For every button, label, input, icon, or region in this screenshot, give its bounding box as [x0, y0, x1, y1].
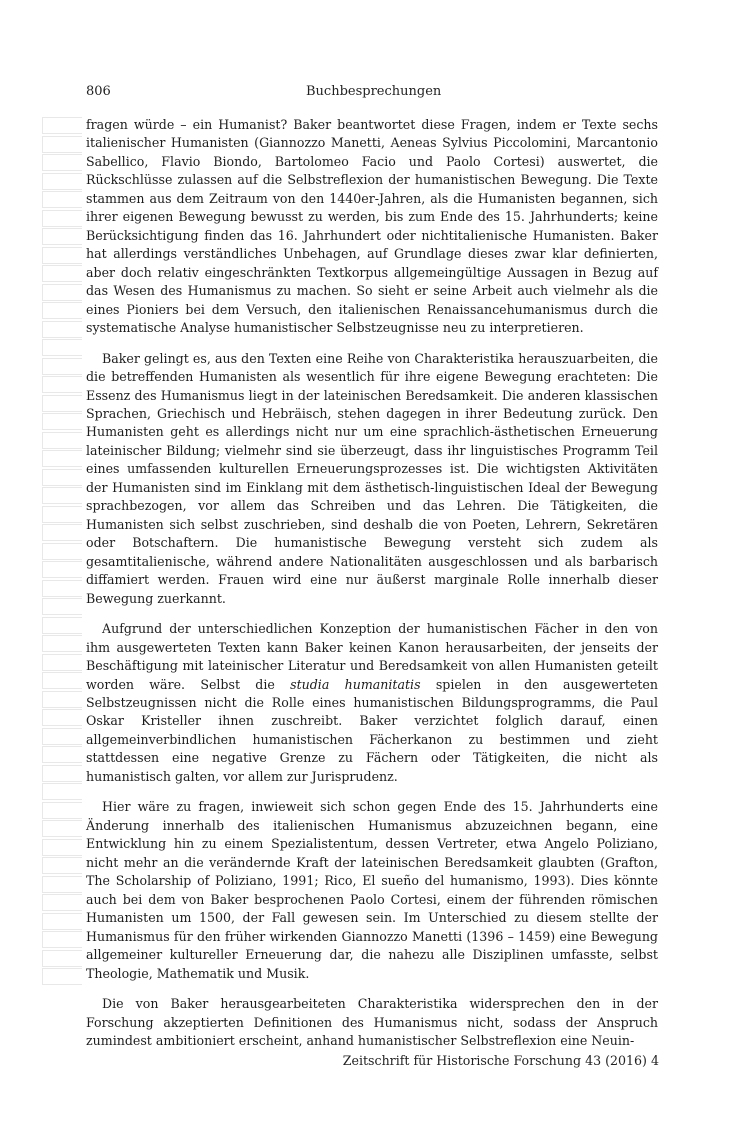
margin-line-marker: [42, 247, 82, 264]
margin-line-marker: [42, 154, 82, 171]
margin-line-marker: [42, 265, 82, 282]
paragraph-2: Baker gelingt es, aus den Texten eine Reihe von Charakteristika herauszuarbeiten, die die betreffenden Humanisten als wesentlich für ihre eigene Bewegung erachteten: Die Essenz des Humanismus liegt in der lateinischen Beredsamkeit. Die anderen klassischen Sprachen, Griechisch und Hebräisch, stehen dagegen in ihrer Bedeutung zurück. Den Humanisten geht es allerdings nicht nur um eine sprachlich-ästhetischen Erneuerung lateinischer Bildung; vielmehr sind sie überzeugt, dass ihr linguistisches Programm Teil eines umfassenden kulturellen Erneuerungsprozesses ist. Die wichtigsten Aktivitäten der Humanisten sind im Einklang mit dem ästhetisch-linguistischen Ideal der Bewegung sprachbezogen, vor allem das Schreiben und das Lehren. Die Tätigkeiten, die Humanisten sich selbst zuschrieben, sind deshalb die von Poeten, Lehrern, Sekretären oder Botschaftern. Die humanistische Bewegung versteht sich zudem als gesamtitalienische, während andere Nationalitäten ausgeschlossen und als barbarisch diffamiert werden. Frauen wird eine nur äußerst marginale Rolle innerhalb dieser Bewegung zuerkannt.: [86, 350, 658, 606]
margin-line-marker: [42, 432, 82, 449]
margin-line-marker: [42, 857, 82, 874]
margin-line-marker: [42, 746, 82, 763]
margin-line-marker: [42, 561, 82, 578]
margin-line-marker: [42, 376, 82, 393]
margin-line-marker: [42, 580, 82, 597]
margin-line-marker: [42, 802, 82, 819]
margin-line-marker: [42, 228, 82, 245]
margin-line-marker: [42, 820, 82, 837]
margin-line-marker: [42, 117, 82, 134]
margin-line-marker: [42, 950, 82, 967]
body-text: [86, 116, 658, 1063]
paragraph-1: fragen würde – ein Humanist? Baker beantwortet diese Fragen, indem er Texte sechs italienischer Humanisten (Giannozzo Manetti, Aeneas Sylvius Piccolomini, Marcantonio Sabellico, Flavio Biondo, Bartolomeo Facio und Paolo Cortesi) auswertet, die Rückschlüsse zulassen auf die Selbstreflexion der humanistischen Bewegung. Die Texte stammen aus dem Zeitraum von den 1440er-Jahren, als die Humanisten begannen, sich ihrer eigenen Bewegung bewusst zu werden, bis zum Ende des 15. Jahrhunderts; keine Berücksichtigung finden das 16. Jahrhundert oder nichtitalienische Humanisten. Baker hat allerdings verständliches Unbehagen, auf Grundlage dieses zwar klar definierten, aber doch relativ eingeschränkten Textkorpus allgemeingültige Aussagen in Bezug auf das Wesen des Humanismus zu machen. So sieht er seine Arbeit auch vielmehr als die eines Pioniers bei dem Versuch, den italienischen Renaissancehumanismus durch die systematische Analyse humanistischer Selbstzeugnisse neu zu interpretieren.: [86, 117, 658, 335]
margin-line-marker: [42, 543, 82, 560]
margin-line-marker: [42, 450, 82, 467]
margin-line-marker: [42, 617, 82, 634]
margin-line-marker: [42, 913, 82, 930]
margin-line-marker: [42, 783, 82, 800]
paragraph-4: Hier wäre zu fragen, inwieweit sich schon gegen Ende des 15. Jahrhunderts eine Änderung innerhalb des italienischen Humanismus abzuzeichnen begann, eine Entwicklung hin zu einem Spezialistentum, dessen Vertreter, etwa Angelo Poliziano, nicht mehr an die verändernde Kraft der lateinischen Beredsamkeit glaubten (Grafton, The Scholarship of Poliziano, 1991; Rico, El sueño del humanismo, 1993). Dies könnte auch bei dem von Baker besprochenen Paolo Cortesi, einem der führenden römischen Humanisten um 1500, der Fall gewesen sein. Im Unterschied zu diesem stellte der Humanismus für den früher wirkenden Giannozzo Manetti (1396 – 1459) eine Bewegung allgemeiner kultureller Erneuerung dar, die nahezu alle Disziplinen umfasste, selbst Theologie, Mathematik und Musik.: [86, 799, 658, 981]
paragraph-5: Die von Baker herausgearbeiteten Charakteristika widersprechen den in der Forschung akzeptierten Definitionen des Humanismus nicht, sodass der Anspruch zumindest ambitioniert erscheint, anhand humanistischer Selbstreflexion eine Neuin-: [86, 996, 658, 1049]
margin-line-marker: [42, 691, 82, 708]
margin-line-marker: [42, 672, 82, 689]
margin-line-marker: [42, 709, 82, 726]
margin-line-marker: [42, 136, 82, 153]
margin-line-marker: [42, 173, 82, 190]
margin-line-marker: [42, 339, 82, 356]
margin-line-marker: [42, 765, 82, 782]
paragraph-3-text-before: Aufgrund der unterschiedlichen Konzeption der humanistischen Fächer in den von ihm ausgewerteten Texten kann Baker keinen Kanon herausarbeiten, der jenseits der Beschäftigung mit lateinischer Literatur und Beredsamkeit von allen Humanisten geteilt worden wäre. Selbst die: [86, 621, 658, 692]
margin-line-marker: [42, 839, 82, 856]
margin-line-marker: [42, 524, 82, 541]
margin-line-marker: [42, 284, 82, 301]
paragraph-3-italic-term: studia humanitatis: [290, 676, 421, 692]
margin-line-marker: [42, 413, 82, 430]
paragraph-3-text-after: spielen in den ausgewerteten Selbstzeugnissen nicht die Rolle eines humanistischen Bildungsprogramms, die Paul Oskar Kristeller ihnen zuschreibt. Baker verzichtet folglich darauf, einen allgemeinverbindlichen humanistischen Fächerkanon zu bestimmen und zieht stattdessen eine negative Grenze zu Fächern oder Tätigkeiten, die nicht als humanistisch galten, vor allem zur Jurisprudenz.: [86, 676, 658, 784]
margin-line-marker: [42, 469, 82, 486]
margin-line-marker: [42, 302, 82, 319]
margin-line-marker: [42, 210, 82, 227]
margin-line-marker: [42, 358, 82, 375]
margin-line-marker: [42, 894, 82, 911]
margin-line-marker: [42, 321, 82, 338]
margin-line-marker: [42, 598, 82, 615]
margin-line-marker: [42, 487, 82, 504]
margin-line-marker: [42, 635, 82, 652]
margin-line-marker: [42, 968, 82, 985]
margin-line-marker: [42, 395, 82, 412]
margin-line-marker: [42, 191, 82, 208]
margin-line-marker: [42, 506, 82, 523]
journal-footer: Zeitschrift für Historische Forschung 43 (2016) 4: [342, 1053, 659, 1068]
margin-line-marker: [42, 931, 82, 948]
margin-line-marker: [42, 876, 82, 893]
running-head: Buchbesprechungen: [306, 84, 442, 99]
margin-line-marker: [42, 654, 82, 671]
paragraph-3: [86, 620, 658, 786]
page-number: 806: [86, 84, 111, 99]
margin-line-marker: [42, 728, 82, 745]
